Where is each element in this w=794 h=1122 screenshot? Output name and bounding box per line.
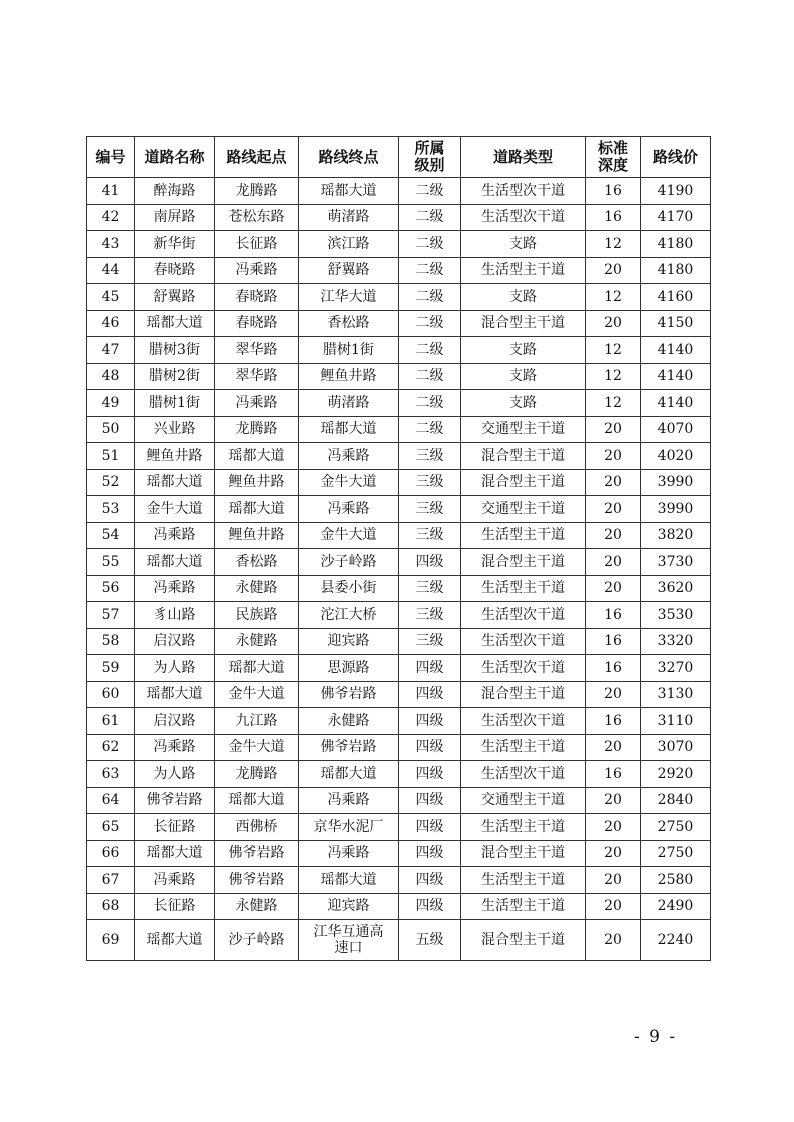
cell-road-type: 交通型主干道 [461, 416, 586, 443]
cell-level: 二级 [399, 284, 461, 311]
table-row [87, 416, 711, 443]
cell-price: 3820 [641, 522, 711, 549]
cell-road-name: 兴业路 [135, 416, 215, 443]
cell-road-name: 长征路 [135, 814, 215, 841]
cell-end: 瑶都大道 [299, 178, 399, 205]
cell-depth: 16 [586, 628, 641, 655]
cell-end: 萌渚路 [299, 204, 399, 231]
cell-depth: 20 [586, 549, 641, 576]
cell-price: 4070 [641, 416, 711, 443]
cell-start: 鲤鱼井路 [215, 469, 299, 496]
cell-road-name: 为人路 [135, 655, 215, 682]
table-row [87, 787, 711, 814]
cell-road-type: 生活型主干道 [461, 867, 586, 894]
cell-level: 四级 [399, 655, 461, 682]
cell-depth: 12 [586, 363, 641, 390]
cell-id: 48 [87, 363, 135, 390]
page-number: - 9 - [634, 1027, 678, 1047]
cell-price: 3730 [641, 549, 711, 576]
cell-end: 滨江路 [299, 231, 399, 258]
cell-id: 63 [87, 761, 135, 788]
cell-road-name: 为人路 [135, 761, 215, 788]
cell-end: 瑶都大道 [299, 416, 399, 443]
cell-road-type: 生活型主干道 [461, 814, 586, 841]
cell-depth: 20 [586, 787, 641, 814]
header-row [87, 137, 711, 178]
cell-road-type: 生活型次干道 [461, 708, 586, 735]
cell-road-name: 新华街 [135, 231, 215, 258]
cell-id: 61 [87, 708, 135, 735]
cell-level: 二级 [399, 231, 461, 258]
cell-road-type: 交通型主干道 [461, 787, 586, 814]
cell-start: 永健路 [215, 628, 299, 655]
cell-price: 3620 [641, 575, 711, 602]
table-row [87, 310, 711, 337]
cell-depth: 20 [586, 920, 641, 961]
table-row [87, 840, 711, 867]
cell-road-type: 支路 [461, 231, 586, 258]
table-row [87, 628, 711, 655]
cell-price: 4150 [641, 310, 711, 337]
cell-road-name: 南屏路 [135, 204, 215, 231]
cell-id: 68 [87, 893, 135, 920]
cell-price: 4140 [641, 390, 711, 417]
table-row [87, 893, 711, 920]
cell-end: 佛爷岩路 [299, 734, 399, 761]
cell-level: 二级 [399, 363, 461, 390]
cell-price: 4140 [641, 337, 711, 364]
cell-price: 4180 [641, 257, 711, 284]
cell-road-type: 生活型次干道 [461, 655, 586, 682]
cell-depth: 16 [586, 655, 641, 682]
cell-road-type: 生活型主干道 [461, 575, 586, 602]
cell-start: 长征路 [215, 231, 299, 258]
cell-depth: 20 [586, 681, 641, 708]
header-depth-line2: 深度 [597, 156, 628, 174]
cell-road-name: 冯乘路 [135, 867, 215, 894]
cell-end: 香松路 [299, 310, 399, 337]
cell-road-name: 腊树2街 [135, 363, 215, 390]
cell-level: 四级 [399, 840, 461, 867]
cell-id: 64 [87, 787, 135, 814]
cell-depth: 20 [586, 867, 641, 894]
cell-road-name: 瑶都大道 [135, 840, 215, 867]
cell-road-name: 鲤鱼井路 [135, 443, 215, 470]
cell-price: 2580 [641, 867, 711, 894]
cell-id: 47 [87, 337, 135, 364]
cell-start: 瑶都大道 [215, 655, 299, 682]
cell-id: 46 [87, 310, 135, 337]
cell-level: 三级 [399, 522, 461, 549]
cell-road-type: 生活型主干道 [461, 522, 586, 549]
cell-end-line1: 江华互通高 [313, 924, 384, 940]
cell-road-type: 支路 [461, 337, 586, 364]
cell-price: 3990 [641, 469, 711, 496]
cell-end: 冯乘路 [299, 496, 399, 523]
cell-depth: 20 [586, 443, 641, 470]
cell-end: 鲤鱼井路 [299, 363, 399, 390]
cell-start: 春晓路 [215, 310, 299, 337]
table-row [87, 284, 711, 311]
cell-road-name: 瑶都大道 [135, 310, 215, 337]
cell-level: 三级 [399, 628, 461, 655]
cell-price: 2750 [641, 814, 711, 841]
table-row [87, 867, 711, 894]
cell-price: 2920 [641, 761, 711, 788]
cell-depth: 12 [586, 390, 641, 417]
header-start: 路线起点 [215, 137, 299, 178]
cell-road-type: 交通型主干道 [461, 496, 586, 523]
cell-level: 四级 [399, 761, 461, 788]
cell-start: 香松路 [215, 549, 299, 576]
cell-start: 永健路 [215, 575, 299, 602]
cell-start: 永健路 [215, 893, 299, 920]
cell-level: 四级 [399, 787, 461, 814]
cell-road-name: 冯乘路 [135, 575, 215, 602]
table-row [87, 602, 711, 629]
cell-depth: 16 [586, 602, 641, 629]
header-level-line1: 所属 [414, 139, 445, 157]
table-row [87, 734, 711, 761]
cell-end: 瑶都大道 [299, 867, 399, 894]
cell-start: 翠华路 [215, 363, 299, 390]
cell-level: 四级 [399, 681, 461, 708]
cell-id: 51 [87, 443, 135, 470]
table-body [87, 178, 711, 961]
table-row [87, 681, 711, 708]
cell-end: 金牛大道 [299, 522, 399, 549]
cell-end: 萌渚路 [299, 390, 399, 417]
cell-depth: 20 [586, 893, 641, 920]
cell-road-name: 醉海路 [135, 178, 215, 205]
cell-end: 冯乘路 [299, 840, 399, 867]
cell-road-type: 生活型主干道 [461, 734, 586, 761]
cell-level: 二级 [399, 204, 461, 231]
cell-end: 金牛大道 [299, 469, 399, 496]
cell-price: 4170 [641, 204, 711, 231]
cell-end: 迎宾路 [299, 628, 399, 655]
cell-id: 67 [87, 867, 135, 894]
cell-road-type: 混合型主干道 [461, 920, 586, 961]
cell-start: 苍松东路 [215, 204, 299, 231]
cell-id: 52 [87, 469, 135, 496]
header-price: 路线价 [641, 137, 711, 178]
cell-depth: 20 [586, 257, 641, 284]
header-depth [586, 137, 641, 178]
cell-road-name: 佛爷岩路 [135, 787, 215, 814]
cell-price: 3320 [641, 628, 711, 655]
cell-road-name: 瑶都大道 [135, 681, 215, 708]
cell-price: 3110 [641, 708, 711, 735]
cell-start: 西佛桥 [215, 814, 299, 841]
table-row [87, 761, 711, 788]
cell-end-line2: 速口 [334, 940, 363, 956]
cell-id: 69 [87, 920, 135, 961]
cell-price: 2840 [641, 787, 711, 814]
cell-level: 四级 [399, 708, 461, 735]
table-row [87, 708, 711, 735]
cell-id: 41 [87, 178, 135, 205]
cell-road-name: 瑶都大道 [135, 549, 215, 576]
cell-start: 翠华路 [215, 337, 299, 364]
cell-road-type: 混合型主干道 [461, 310, 586, 337]
cell-start: 沙子岭路 [215, 920, 299, 961]
cell-id: 60 [87, 681, 135, 708]
cell-road-name: 冯乘路 [135, 734, 215, 761]
cell-level: 二级 [399, 257, 461, 284]
cell-level: 二级 [399, 178, 461, 205]
cell-level: 四级 [399, 814, 461, 841]
header-road-type: 道路类型 [461, 137, 586, 178]
cell-level: 五级 [399, 920, 461, 961]
cell-end: 冯乘路 [299, 787, 399, 814]
cell-level: 二级 [399, 390, 461, 417]
cell-depth: 12 [586, 337, 641, 364]
cell-price: 3990 [641, 496, 711, 523]
header-level [399, 137, 461, 178]
table-row [87, 814, 711, 841]
cell-road-name: 瑶都大道 [135, 920, 215, 961]
cell-id: 43 [87, 231, 135, 258]
table-row-last [87, 920, 711, 961]
cell-end: 舒翼路 [299, 257, 399, 284]
cell-level: 三级 [399, 602, 461, 629]
cell-depth: 16 [586, 204, 641, 231]
cell-level: 三级 [399, 496, 461, 523]
cell-level: 三级 [399, 443, 461, 470]
cell-end: 迎宾路 [299, 893, 399, 920]
cell-road-type: 生活型主干道 [461, 257, 586, 284]
cell-id: 59 [87, 655, 135, 682]
cell-price: 2490 [641, 893, 711, 920]
cell-road-name: 舒翼路 [135, 284, 215, 311]
cell-road-name: 金牛大道 [135, 496, 215, 523]
cell-start: 龙腾路 [215, 178, 299, 205]
cell-id: 58 [87, 628, 135, 655]
table-row [87, 575, 711, 602]
cell-road-name: 长征路 [135, 893, 215, 920]
cell-id: 50 [87, 416, 135, 443]
cell-level: 二级 [399, 416, 461, 443]
cell-start: 金牛大道 [215, 681, 299, 708]
cell-start: 龙腾路 [215, 761, 299, 788]
cell-id: 45 [87, 284, 135, 311]
cell-id: 44 [87, 257, 135, 284]
cell-road-name: 瑶都大道 [135, 469, 215, 496]
cell-road-name: 腊树3街 [135, 337, 215, 364]
table-row [87, 549, 711, 576]
cell-end: 县委小街 [299, 575, 399, 602]
header-depth-line1: 标准 [597, 139, 628, 157]
cell-road-name: 启汉路 [135, 708, 215, 735]
cell-depth: 16 [586, 708, 641, 735]
cell-price: 4140 [641, 363, 711, 390]
cell-depth: 16 [586, 178, 641, 205]
cell-price: 4180 [641, 231, 711, 258]
header-level-line2: 级别 [414, 156, 445, 174]
cell-id: 55 [87, 549, 135, 576]
cell-price: 2750 [641, 840, 711, 867]
cell-road-type: 生活型次干道 [461, 602, 586, 629]
cell-level: 四级 [399, 893, 461, 920]
cell-start: 龙腾路 [215, 416, 299, 443]
cell-start: 瑶都大道 [215, 443, 299, 470]
table-row [87, 496, 711, 523]
cell-level: 三级 [399, 469, 461, 496]
cell-depth: 20 [586, 416, 641, 443]
cell-depth: 20 [586, 522, 641, 549]
cell-road-type: 混合型主干道 [461, 549, 586, 576]
header-id: 编号 [87, 137, 135, 178]
header-end: 路线终点 [299, 137, 399, 178]
cell-end: 思源路 [299, 655, 399, 682]
table-row [87, 443, 711, 470]
cell-price: 3270 [641, 655, 711, 682]
cell-level: 二级 [399, 310, 461, 337]
cell-start: 金牛大道 [215, 734, 299, 761]
cell-end: 沙子岭路 [299, 549, 399, 576]
cell-start: 民族路 [215, 602, 299, 629]
cell-road-name: 腊树1街 [135, 390, 215, 417]
cell-depth: 20 [586, 575, 641, 602]
table-row [87, 231, 711, 258]
cell-road-name: 豸山路 [135, 602, 215, 629]
cell-end: 冯乘路 [299, 443, 399, 470]
table-row [87, 178, 711, 205]
cell-level: 二级 [399, 337, 461, 364]
cell-start: 九江路 [215, 708, 299, 735]
cell-id: 65 [87, 814, 135, 841]
table-row [87, 655, 711, 682]
cell-end: 腊树1街 [299, 337, 399, 364]
cell-road-type: 混合型主干道 [461, 469, 586, 496]
cell-depth: 20 [586, 840, 641, 867]
table-row [87, 337, 711, 364]
cell-start: 佛爷岩路 [215, 840, 299, 867]
table-row [87, 390, 711, 417]
cell-start: 春晓路 [215, 284, 299, 311]
cell-depth: 20 [586, 734, 641, 761]
cell-road-name: 启汉路 [135, 628, 215, 655]
cell-depth: 20 [586, 469, 641, 496]
cell-level: 三级 [399, 575, 461, 602]
cell-start: 冯乘路 [215, 390, 299, 417]
cell-level: 四级 [399, 734, 461, 761]
cell-road-type: 支路 [461, 363, 586, 390]
cell-id: 62 [87, 734, 135, 761]
cell-price: 2240 [641, 920, 711, 961]
cell-level: 四级 [399, 549, 461, 576]
cell-id: 49 [87, 390, 135, 417]
cell-start: 瑶都大道 [215, 496, 299, 523]
table-row [87, 363, 711, 390]
cell-level: 四级 [399, 867, 461, 894]
cell-start: 鲤鱼井路 [215, 522, 299, 549]
cell-depth: 16 [586, 761, 641, 788]
cell-road-name: 冯乘路 [135, 522, 215, 549]
cell-depth: 20 [586, 496, 641, 523]
cell-road-type: 生活型次干道 [461, 628, 586, 655]
table-row [87, 469, 711, 496]
cell-id: 57 [87, 602, 135, 629]
cell-road-type: 混合型主干道 [461, 840, 586, 867]
cell-end: 京华水泥厂 [299, 814, 399, 841]
table-row [87, 522, 711, 549]
road-price-table [86, 136, 711, 961]
cell-depth: 20 [586, 814, 641, 841]
cell-price: 3130 [641, 681, 711, 708]
cell-depth: 20 [586, 310, 641, 337]
cell-end: 佛爷岩路 [299, 681, 399, 708]
cell-road-type: 混合型主干道 [461, 681, 586, 708]
cell-id: 54 [87, 522, 135, 549]
cell-road-type: 生活型次干道 [461, 761, 586, 788]
cell-id: 66 [87, 840, 135, 867]
cell-end: 江华大道 [299, 284, 399, 311]
cell-road-type: 混合型主干道 [461, 443, 586, 470]
cell-price: 3070 [641, 734, 711, 761]
cell-end: 永健路 [299, 708, 399, 735]
cell-start: 冯乘路 [215, 257, 299, 284]
table-row [87, 257, 711, 284]
cell-road-type: 支路 [461, 390, 586, 417]
cell-road-type: 生活型主干道 [461, 893, 586, 920]
cell-end: 瑶都大道 [299, 761, 399, 788]
cell-road-type: 生活型次干道 [461, 178, 586, 205]
cell-end [299, 920, 399, 961]
cell-depth: 12 [586, 231, 641, 258]
cell-id: 56 [87, 575, 135, 602]
cell-price: 3530 [641, 602, 711, 629]
cell-price: 4190 [641, 178, 711, 205]
cell-id: 53 [87, 496, 135, 523]
header-road-name: 道路名称 [135, 137, 215, 178]
cell-road-type: 生活型次干道 [461, 204, 586, 231]
cell-start: 佛爷岩路 [215, 867, 299, 894]
cell-road-type: 支路 [461, 284, 586, 311]
table-row [87, 204, 711, 231]
cell-road-name: 春晓路 [135, 257, 215, 284]
cell-end: 沱江大桥 [299, 602, 399, 629]
cell-id: 42 [87, 204, 135, 231]
cell-depth: 12 [586, 284, 641, 311]
cell-price: 4020 [641, 443, 711, 470]
cell-start: 瑶都大道 [215, 787, 299, 814]
cell-price: 4160 [641, 284, 711, 311]
